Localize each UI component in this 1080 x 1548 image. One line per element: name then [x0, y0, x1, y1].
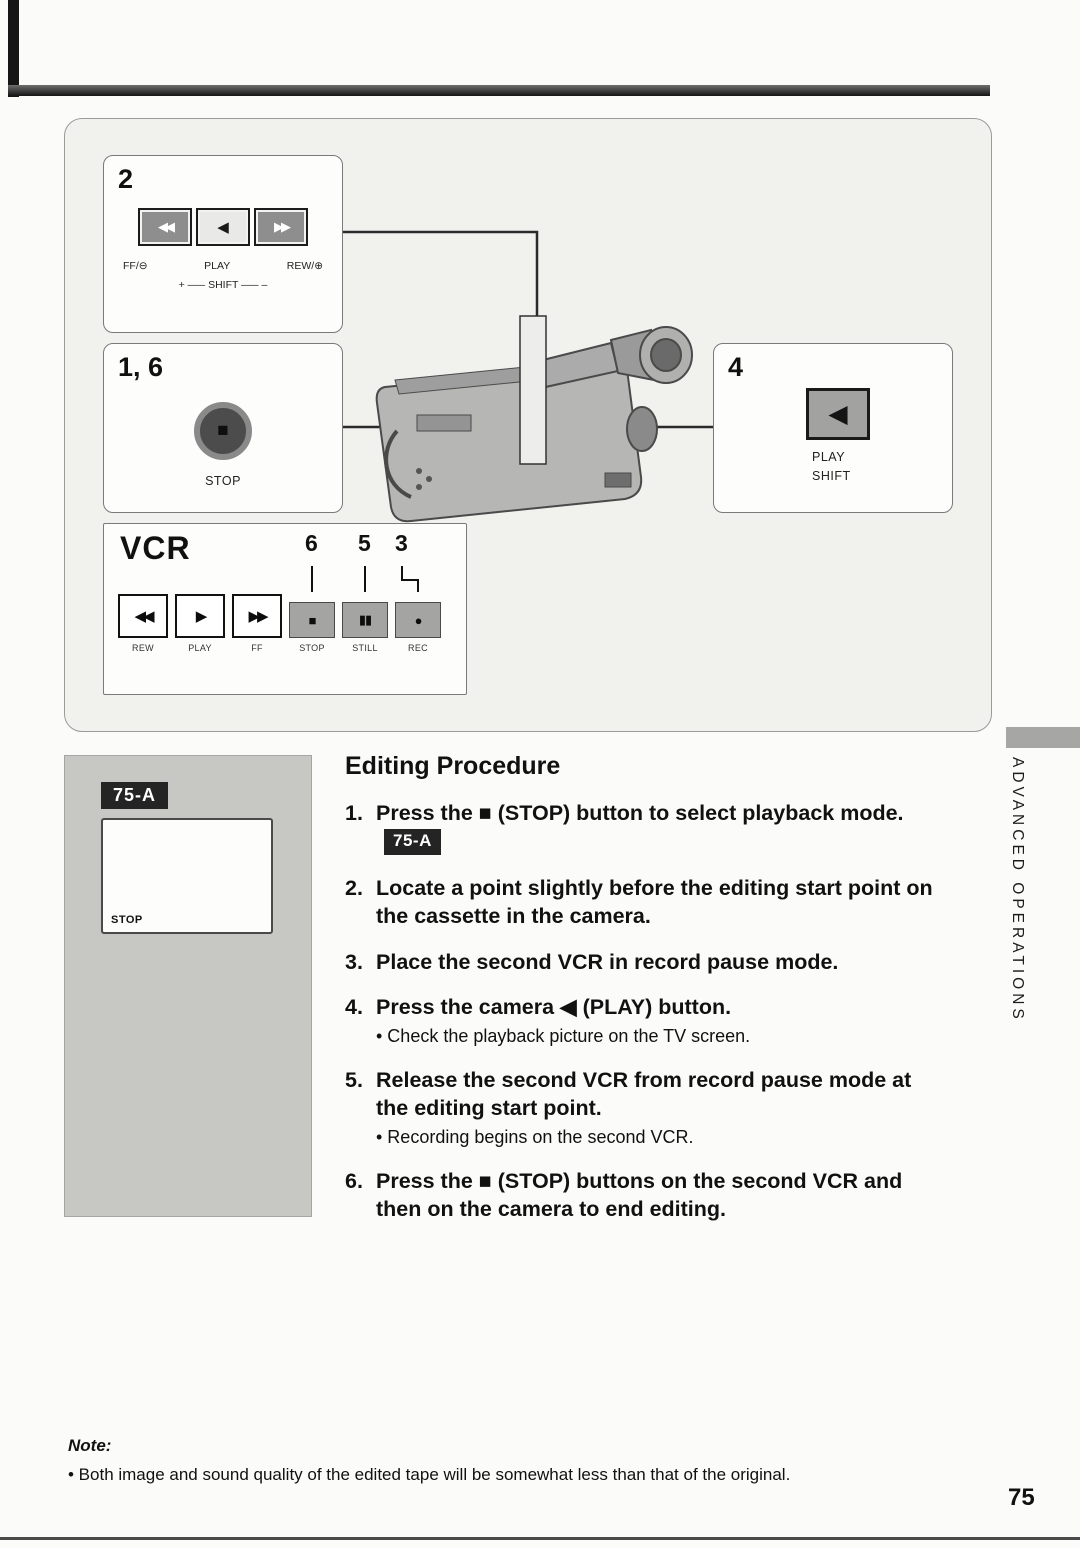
vcr-rec-caption: REC [408, 643, 428, 653]
pause-icon: ▮▮ [342, 602, 388, 638]
chapter-margin-label: ADVANCED OPERATIONS [1009, 757, 1026, 1023]
procedure-step-2 [345, 874, 945, 931]
step-text-main: Press the camera ◀ (PLAY) button. [376, 994, 732, 1019]
note-label: Note: [68, 1436, 112, 1455]
stop-icon: ■ [289, 602, 335, 638]
callout-number-4: 4 [728, 352, 744, 382]
procedure-step-1 [345, 799, 945, 857]
step-text-main: Release the second VCR from record pause mode at the editing start point. [376, 1067, 912, 1121]
vcr-rec [395, 602, 441, 653]
procedure-step-5 [345, 1066, 945, 1150]
vcr-rew [118, 594, 168, 653]
section-tab-bar [1006, 727, 1080, 748]
play-caption: PLAY [812, 450, 846, 464]
rewind-icon: ◀◀ [122, 598, 164, 634]
stop-panel [103, 343, 343, 513]
procedure-step-6 [345, 1167, 945, 1224]
vcr-play [175, 594, 225, 653]
step-number: 4. [345, 994, 363, 1019]
vcr-title: VCR [120, 530, 191, 566]
step-text: Press the ■ (STOP) buttons on the second VCR and then on the camera to end editing. [376, 1168, 903, 1222]
step-text [376, 1066, 945, 1150]
vcr-rew-button [118, 594, 168, 638]
step-text: Locate a point slightly before the editing start point on the cassette in the camera. [376, 875, 933, 929]
header-rule [8, 85, 990, 96]
header-left-bar [8, 0, 19, 97]
step-number: 5. [345, 1067, 363, 1092]
record-icon: ● [395, 602, 441, 638]
play-icon: ◀ [200, 212, 246, 242]
camera-play-button [806, 388, 870, 440]
stop-button [194, 402, 252, 460]
step-number: 3. [345, 949, 363, 974]
ff-button [138, 208, 192, 246]
fast-forward-icon: ▶▶ [236, 598, 278, 634]
vcr-play-button [175, 594, 225, 638]
step-text: Place the second VCR in record pause mode. [376, 949, 839, 974]
vcr-ff-caption: FF [251, 643, 263, 653]
shuttle-panel [103, 155, 343, 333]
rew-icon: ▶▶ [258, 212, 304, 242]
vcr-button-row [118, 594, 441, 653]
vcr-still-caption: STILL [352, 643, 378, 653]
shift-caption: + ––– SHIFT ––– – [178, 279, 268, 291]
procedure-step-4 [345, 993, 945, 1049]
screen-stop-label: STOP [111, 914, 143, 926]
diagram-panel [64, 118, 992, 732]
play-icon: ▶ [179, 598, 221, 634]
stop-icon: ■ [217, 420, 229, 441]
stop-caption: STOP [205, 474, 241, 488]
page-number: 75 [1008, 1484, 1035, 1511]
vcr-stop [289, 602, 335, 653]
note-bullet: • Both image and sound quality of the edited tape will be somewhat less than that of the original. [68, 1465, 791, 1484]
step-sub-bullet: • Recording begins on the second VCR. [376, 1127, 694, 1148]
ff-icon: ◀◀ [142, 212, 188, 242]
vcr-ff-button [232, 594, 282, 638]
shift-caption: SHIFT [812, 469, 851, 484]
section-title: Editing Procedure [345, 752, 561, 780]
note-section [68, 1436, 988, 1485]
vcr-rew-caption: REW [132, 643, 154, 653]
step-text [376, 993, 945, 1049]
callout-number-1-6: 1, 6 [118, 352, 164, 382]
step-sub-bullet: • Check the playback picture on the TV screen. [376, 1026, 751, 1047]
step-number: 6. [345, 1168, 363, 1193]
procedure-step-3 [345, 948, 945, 976]
screen-reference-panel [64, 755, 312, 1217]
vcr-panel [103, 523, 467, 695]
callout-number-2: 2 [118, 164, 134, 194]
figure-ref-badge: 75-A [101, 782, 168, 809]
vcr-still [342, 602, 388, 653]
shuttle-button-row [136, 208, 310, 246]
play-button [196, 208, 250, 246]
figure-ref-badge-inline: 75-A [384, 829, 441, 854]
step-text [376, 799, 945, 857]
play-captions [812, 448, 851, 487]
rew-button [254, 208, 308, 246]
play-panel [713, 343, 953, 513]
step-number: 2. [345, 875, 363, 900]
callout-number-6: 6 [305, 530, 318, 556]
play-caption: PLAY [204, 260, 231, 272]
ff-caption: FF/⊖ [123, 260, 148, 272]
play-triangle-icon: ◀ [828, 400, 848, 428]
footer-rule [0, 1537, 1080, 1540]
shuttle-captions [123, 260, 323, 272]
rew-caption: REW/⊕ [286, 260, 323, 272]
step-number: 1. [345, 801, 363, 825]
procedure-section [345, 752, 945, 1241]
tv-screen-illustration [101, 818, 273, 934]
vcr-play-caption: PLAY [188, 643, 212, 653]
callout-number-5: 5 [358, 530, 371, 556]
callout-number-3: 3 [395, 530, 408, 556]
step-text-main: Press the ■ (STOP) button to select playback mode. [376, 801, 904, 825]
vcr-ff [232, 594, 282, 653]
vcr-stop-caption: STOP [299, 643, 325, 653]
